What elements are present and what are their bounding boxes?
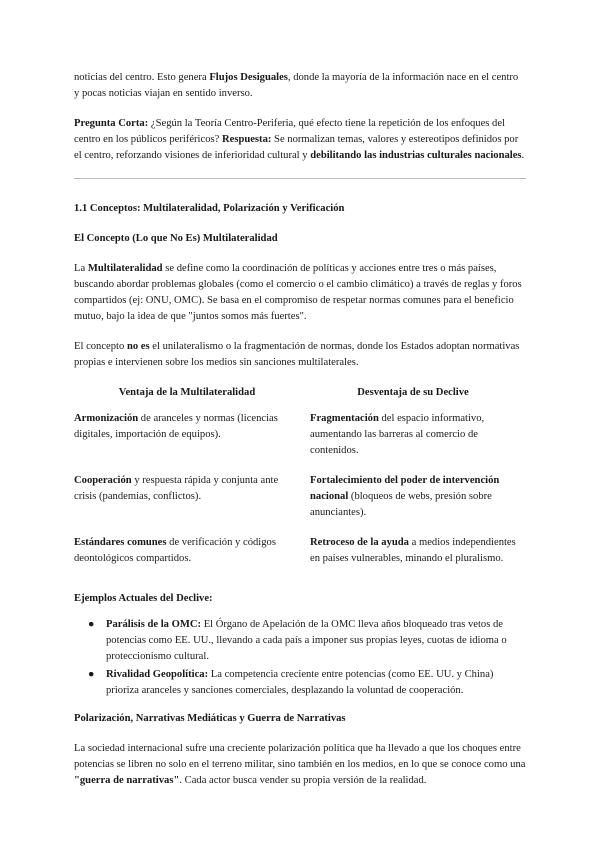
concept-p2-tail: el unilateralismo o la fragmentación de normas, donde los Estados adoptan normativas propias e intervienen sobre los medios sin sanciones multilaterales. — [74, 341, 520, 368]
table-header-row — [74, 385, 526, 411]
list-item — [88, 617, 526, 665]
table-cell-disadvantage — [300, 535, 526, 581]
intro-paragraph — [74, 70, 526, 102]
intro-bold: Flujos Desiguales — [209, 72, 288, 83]
cell-text: de verificación y códigos deontológicos compartidos. — [74, 537, 276, 564]
cell-bold: Estándares comunes — [74, 537, 167, 548]
cell-bold: Fortalecimiento del poder de intervención nacional — [310, 475, 500, 502]
polarization-bold: "guerra de narrativas" — [74, 775, 180, 786]
table-header-disadvantage: Desventaja de su Declive — [357, 387, 469, 398]
cell-text: del espacio informativo, aumentando las barreras al comercio de contenidos. — [310, 413, 485, 456]
bullet-icon: ● — [88, 669, 95, 680]
concept-p2-lead: El concepto — [74, 341, 127, 352]
answer-end: . — [521, 150, 525, 161]
table-header-advantage: Ventaja de la Multilateralidad — [118, 387, 256, 398]
cell-bold: Fragmentación — [310, 413, 379, 424]
cell-bold: Armonización — [74, 413, 139, 424]
example-text: La competencia creciente entre potencias (como EE. UU. y China) prioriza aranceles y sanciones comerciales, desplazando la voluntad de cooperación. — [106, 669, 494, 696]
question-text: ¿Según la Teoría Centro-Periferia, qué efecto tiene la repetición de los enfoques del centro en los públicos periféricos? — [74, 118, 506, 145]
cell-text: de aranceles y normas (licencias digitales, importación de equipos). — [74, 413, 278, 440]
concept-p1-lead: La — [74, 263, 88, 274]
section-divider — [74, 178, 526, 179]
concept-p2-bold: no es — [126, 341, 150, 352]
cell-bold: Cooperación — [74, 475, 132, 486]
table-cell-advantage — [74, 473, 300, 535]
example-bold: Parálisis de la OMC: — [106, 619, 202, 630]
example-bold: Rivalidad Geopolítica: — [106, 669, 209, 680]
cell-text: a medios independientes en países vulnerables, minando el pluralismo. — [310, 537, 516, 564]
table-cell-advantage — [74, 535, 300, 581]
intro-tail: , donde la mayoría de la información nace en el centro y pocas noticias viajan en sentido inverso. — [74, 72, 519, 99]
table-cell-advantage — [74, 411, 300, 473]
concept-paragraph-2 — [74, 339, 526, 371]
concept-p1-tail: se define como la coordinación de políticas y acciones entre tres o más países, buscando abordar problemas globales (como el comercio o el cambio climático) a través de reglas y foros compartidos (ej: ONU, OMC). Se basa en el compromiso de respetar normas comunes para el beneficio mutuo, bajo la idea de que "juntos somos más fuertes". — [74, 263, 522, 322]
table-cell-disadvantage — [300, 473, 526, 535]
concept-heading: El Concepto (Lo que No Es) Multilateralidad — [74, 233, 278, 244]
concept-paragraph-1 — [74, 261, 526, 325]
example-text: El Órgano de Apelación de la OMC lleva años bloqueado tras vetos de potencias como EE. UU., llevando a cada país a imponer sus propias leyes, cuotas de idioma o proteccionismo cultural. — [106, 619, 507, 662]
short-question-paragraph — [74, 116, 526, 164]
examples-heading: Ejemplos Actuales del Declive: — [74, 593, 213, 604]
comparison-table — [74, 385, 526, 581]
table-cell-disadvantage — [300, 411, 526, 473]
table-row — [74, 473, 526, 535]
table-row — [74, 411, 526, 473]
cell-text: (bloqueos de webs, presión sobre anunciantes). — [310, 491, 492, 518]
list-item — [88, 667, 526, 699]
answer-bold: debilitando las industrias culturales nacionales — [310, 150, 522, 161]
polarization-heading: Polarización, Narrativas Mediáticas y Guerra de Narrativas — [74, 713, 346, 724]
bullet-icon: ● — [88, 619, 95, 630]
concept-p1-bold: Multilateralidad — [87, 263, 163, 274]
document-body — [74, 70, 526, 789]
examples-list — [74, 617, 526, 699]
answer-text: Se normalizan temas, valores y estereotipos definidos por el centro, reforzando visiones de inferioridad cultural y — [74, 134, 519, 161]
section-title: 1.1 Conceptos: Multilateralidad, Polarización y Verificación — [74, 203, 345, 214]
cell-text: y respuesta rápida y conjunta ante crisis (pandemias, conflictos). — [74, 475, 279, 502]
table-row — [74, 535, 526, 581]
cell-bold: Retroceso de la ayuda — [310, 537, 409, 548]
polarization-tail: . Cada actor busca vender su propia versión de la realidad. — [179, 775, 427, 786]
polarization-lead: La sociedad internacional sufre una creciente polarización política que ha llevado a que los choques entre potencias se libren no solo en el terreno militar, sino también en los medios, en lo que se conoce como una — [74, 743, 526, 770]
polarization-paragraph — [74, 741, 526, 789]
answer-label: Respuesta: — [221, 134, 272, 145]
intro-text: noticias del centro. Esto genera — [74, 72, 210, 83]
question-label: Pregunta Corta: — [74, 118, 149, 129]
